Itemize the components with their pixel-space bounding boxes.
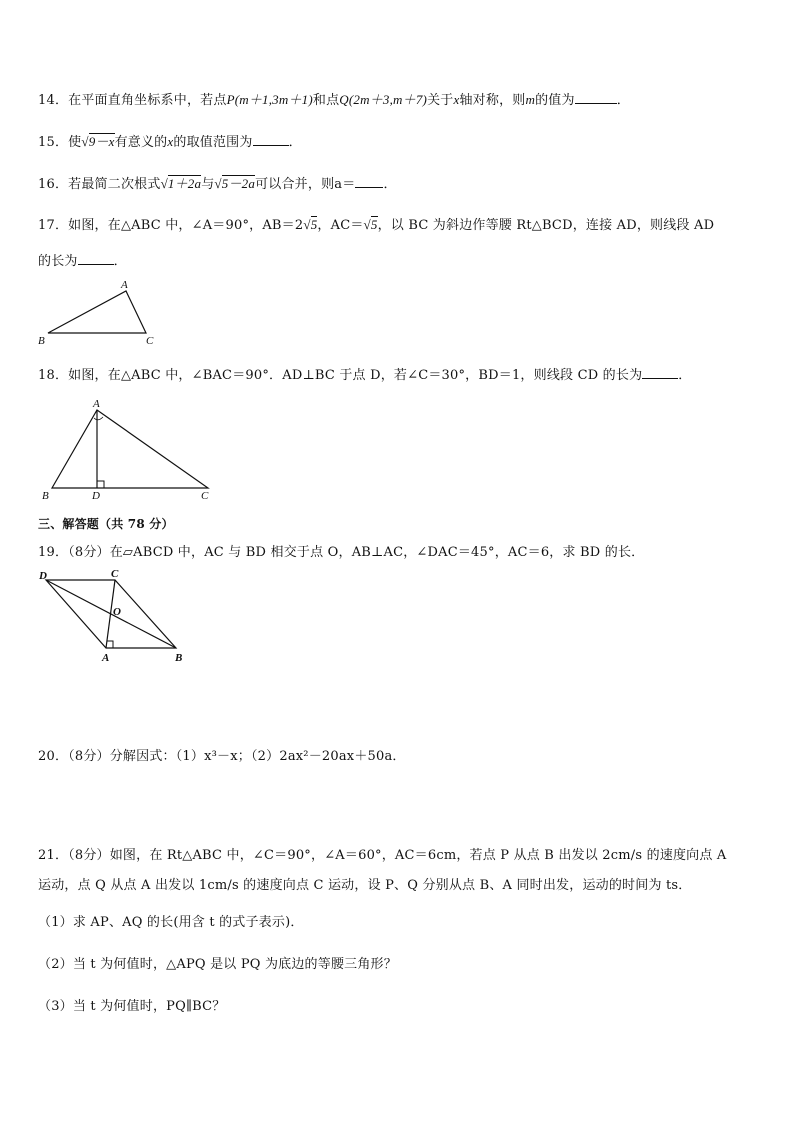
problem-17-text-1: 如图，在△ABC 中，∠A＝90°，AB＝2	[68, 218, 304, 233]
angle-arc	[94, 417, 103, 420]
problem-15-number: 15．	[38, 135, 69, 150]
figure-18-triangle	[38, 396, 223, 506]
sqrt-sign: √	[160, 176, 168, 191]
problem-20	[38, 745, 406, 764]
point-q: Q(2m＋3,m＋7)	[339, 92, 428, 107]
sqrt-radicand-2: 5－2a	[221, 176, 256, 191]
var-m: m	[525, 92, 536, 107]
problem-17-text-2: ，AC＝	[317, 218, 364, 233]
answer-blank[interactable]	[253, 133, 289, 146]
figure-17-triangle	[36, 278, 166, 348]
right-angle-mark	[107, 641, 113, 648]
sqrt-radicand-1: 1＋2a	[167, 176, 202, 191]
problem-18	[38, 364, 691, 383]
problem-16-text-2: 与	[201, 177, 215, 192]
sqrt-sign: √	[303, 217, 311, 232]
problem-17-end: ．	[113, 254, 127, 269]
problem-19	[38, 541, 644, 560]
problem-18-number: 18．	[38, 368, 69, 383]
label-a: A	[102, 652, 110, 664]
problem-15-end: ．	[288, 135, 302, 150]
problem-17-line-2	[38, 250, 127, 269]
label-b: B	[175, 652, 183, 664]
sqrt-radicand-2: 5	[370, 217, 378, 232]
problem-14-text-1: 在平面直角坐标系中，若点	[68, 93, 227, 108]
problem-14-number: 14．	[38, 93, 69, 108]
problem-20-number: 20．	[38, 749, 69, 764]
triangle-abc	[52, 410, 208, 488]
answer-blank[interactable]	[575, 91, 617, 104]
figure-19-parallelogram	[36, 568, 196, 668]
problem-14-text-2: 和点	[312, 93, 340, 108]
problem-21-text-2: 运动，点 Q 从点 A 出发以 1cm/s 的速度向点 C 运动，设 P、Q 分别从点 B、A 同时出发，运动的时间为 ts．	[38, 878, 692, 893]
problem-19-number: 19．	[38, 545, 69, 560]
problem-14-text-5: 的值为	[535, 93, 575, 108]
sqrt-sign: √	[363, 217, 371, 232]
problem-14-text-4: 轴对称，则	[459, 93, 526, 108]
problem-21-question-3: （3）当 t 为何值时，PQ∥BC？	[38, 999, 226, 1014]
answer-blank[interactable]	[642, 366, 678, 379]
label-a: A	[121, 279, 128, 291]
problem-21-text-1: （8分）如图，在 Rt△ABC 中，∠C＝90°，∠A＝60°，AC＝6cm，若点 P 从点 B 出发以 2cm/s 的速度向点 A	[68, 848, 727, 863]
problem-16-number: 16．	[38, 177, 69, 192]
triangle-abc	[48, 291, 146, 333]
diagonal-bd	[46, 580, 176, 648]
problem-14	[38, 89, 630, 108]
problem-19-text: （8分）在▱ABCD 中，AC 与 BD 相交于点 O，AB⊥AC，∠DAC＝45°，AC＝6，求 BD 的长．	[68, 545, 645, 560]
label-b: B	[38, 335, 45, 347]
problem-21-question-2: （2）当 t 为何值时，△APQ 是以 PQ 为底边的等腰三角形？	[38, 957, 397, 972]
var-x: x	[453, 92, 460, 107]
answer-blank[interactable]	[78, 252, 114, 265]
label-o: O	[113, 606, 121, 618]
sqrt-sign: √	[81, 134, 89, 149]
label-a: A	[93, 398, 100, 410]
problem-17-line-1	[38, 214, 714, 233]
label-b: B	[42, 490, 49, 502]
problem-15-text-1: 使	[68, 135, 82, 150]
problem-17-number: 17．	[38, 218, 69, 233]
problem-16-end: ．	[383, 177, 397, 192]
var-x: x	[167, 134, 174, 149]
problem-16	[38, 173, 397, 192]
problem-20-text: （8分）分解因式：（1）x³－x；（2）2ax²－20ax＋50a．	[68, 749, 406, 764]
answer-blank[interactable]	[355, 175, 383, 188]
right-angle-mark	[97, 481, 104, 488]
problem-16-text-3: 可以合并，则a＝	[255, 177, 356, 192]
point-p: P(m＋1,3m＋1)	[226, 92, 313, 107]
label-c: C	[111, 568, 119, 580]
label-d: D	[39, 570, 47, 582]
problem-15-text-2: 有意义的	[114, 135, 168, 150]
label-c: C	[201, 490, 209, 502]
sqrt-sign: √	[214, 176, 222, 191]
problem-21-line-2	[38, 874, 692, 893]
label-d: D	[92, 490, 100, 502]
sqrt-radicand-1: 5	[310, 217, 318, 232]
problem-14-end: ．	[616, 93, 630, 108]
problem-21-line-1	[38, 844, 727, 863]
sqrt-radicand: 9－x	[88, 134, 115, 149]
problem-21-question-1: （1）求 AP、AQ 的长(用含 t 的式子表示)．	[38, 915, 304, 930]
problem-21-number: 21．	[38, 848, 69, 863]
problem-15-text-3: 的取值范围为	[173, 135, 253, 150]
label-c: C	[146, 335, 154, 347]
problem-16-text-1: 若最简二次根式	[68, 177, 161, 192]
problem-17-text-3: ，以 BC 为斜边作等腰 Rt△BCD，连接 AD，则线段 AD	[377, 218, 715, 233]
problem-18-text: 如图，在△ABC 中，∠BAC＝90°．AD⊥BC 于点 D，若∠C＝30°，BD＝1，则线段 CD 的长为	[68, 368, 643, 383]
section-heading: 三、解答题（共 78 分）	[38, 517, 174, 531]
problem-17-text-4: 的长为	[38, 254, 78, 269]
problem-15	[38, 131, 302, 150]
problem-18-end: ．	[678, 368, 692, 383]
problem-14-text-3: 关于	[427, 93, 454, 108]
